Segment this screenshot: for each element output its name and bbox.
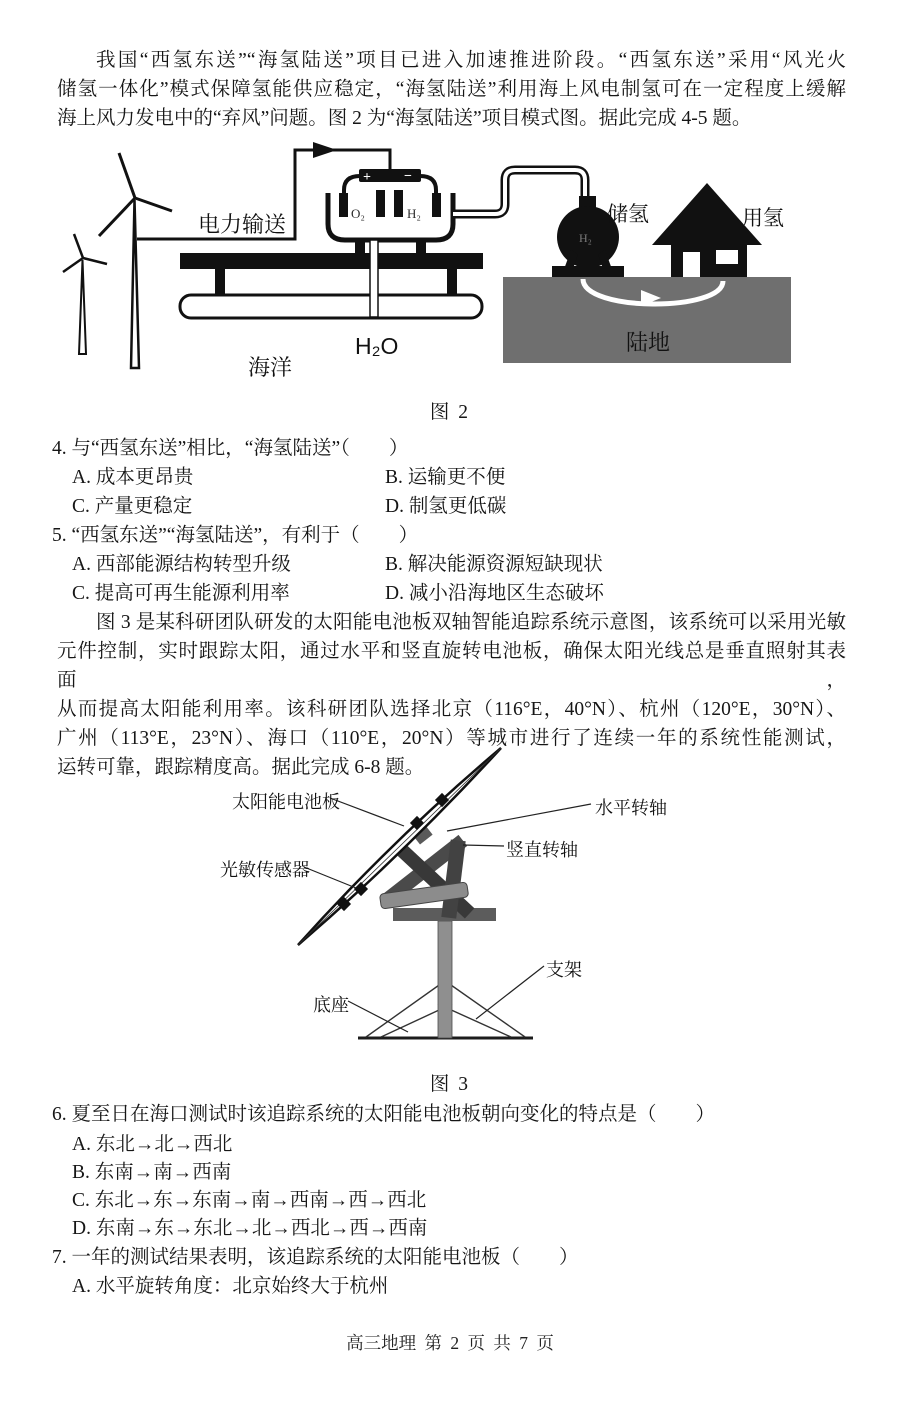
question-6-option-b: B. 东南→南→西南 [72,1162,232,1183]
question-6-option-d: D. 东南→东→东北→北→西北→西→西南 [72,1218,428,1239]
tank-h2-label: H₂ [579,231,592,245]
o2-label: O₂ [351,206,365,221]
power-transmission-label: 电力输送 [198,212,287,237]
paragraph-line: 图 3 是某科研团队研发的太阳能电池板双轴智能追踪系统示意图，该系统可以采用光敏 [96,612,846,633]
arrow-right-icon [313,142,337,158]
bracket-label: 支架 [546,960,582,980]
hydrogen-pipe [453,170,585,214]
rotation-mechanism [379,824,474,918]
hydrogen-use-label: 用氢 [742,206,784,230]
question-7-option-a: A. 水平旋转角度：北京始终大于杭州 [72,1276,389,1297]
intro-paragraph-hydrogen [57,46,846,133]
figure3-caption: 图 3 [429,1074,471,1095]
paragraph-line: 海上风力发电中的“弃风”问题。图 2 为“海氢陆送”项目模式图。据此完成 4-5 题。 [57,108,752,129]
figure2-caption: 图 2 [429,402,471,423]
hydrogen-storage-label: 储氢 [607,202,649,226]
water-intake-pipe [370,240,378,317]
floating-platform [180,240,483,318]
question-5-option-b: B. 解决能源资源短缺现状 [385,554,603,575]
solar-panel-label: 太阳能电池板 [232,792,340,812]
electrolyzer [328,169,453,254]
wind-turbine-icon [99,153,172,368]
paragraph-line: 我国“西氢东送”“海氢陆送”项目已进入加速推进阶段。“西氢东送”采用“风光火 [96,50,846,71]
pedestal-column [438,921,452,1038]
question-5-option-c: C. 提高可再生能源利用率 [72,583,290,604]
horizontal-axis-label: 水平转轴 [595,798,667,818]
paragraph-line: 运转可靠，跟踪精度高。据此完成 6-8 题。 [57,757,425,778]
plus-label: + [363,170,371,185]
figure2-svg [55,140,845,392]
base-label: 底座 [313,995,349,1015]
figure3-diagram [218,742,688,1062]
h2-label: H₂ [407,206,421,221]
land-label: 陆地 [626,330,671,355]
question-4-option-a: A. 成本更昂贵 [72,467,194,488]
question-5-option-a: A. 西部能源结构转型升级 [72,554,291,575]
question-4-option-b: B. 运输更不便 [385,467,506,488]
paragraph-line: 广州（113°E，23°N）、海口（110°E，20°N）等城市进行了连续一年的系统性能测试， [57,728,846,749]
wind-turbine-icon-small [63,234,107,354]
light-sensor-label: 光敏传感器 [220,860,310,880]
minus-label: − [404,169,412,184]
question-4-stem: 4. 与“西氢东送”相比，“海氢陆送”（ ） [52,438,409,459]
question-6-option-c: C. 东北→东→东南→南→西南→西→西北 [72,1190,427,1211]
question-5-stem: 5. “西氢东送”“海氢陆送”，有利于（ ） [52,525,419,546]
question-6-stem: 6. 夏至日在海口测试时该追踪系统的太阳能电池板朝向变化的特点是（ ） [52,1104,716,1125]
question-5-option-d: D. 减小沿海地区生态破坏 [385,583,604,604]
vertical-axis-label: 竖直转轴 [506,840,578,860]
paragraph-line: 从而提高太阳能利用率。该科研团队选择北京（116°E，40°N）、杭州（120°E，30°N）、 [57,699,846,720]
page-footer: 高三地理 第 2 页 共 7 页 [346,1333,554,1353]
ocean-label: 海洋 [248,355,293,380]
question-4-option-c: C. 产量更稳定 [72,496,193,517]
figure2-diagram [55,140,845,392]
question-7-stem: 7. 一年的测试结果表明，该追踪系统的太阳能电池板（ ） [52,1247,579,1268]
water-label: H₂O [355,333,399,359]
paragraph-line: 储氢一体化”模式保障氢能供应稳定，“海氢陆送”利用海上风电制氢可在一定程度上缓解 [57,79,846,100]
question-4-option-d: D. 制氢更低碳 [385,496,507,517]
question-6-option-a: A. 东北→北→西北 [72,1134,233,1155]
paragraph-line: 元件控制，实时跟踪太阳，通过水平和竖直旋转电池板，确保太阳光线总是垂直照射其表面， [57,641,846,691]
